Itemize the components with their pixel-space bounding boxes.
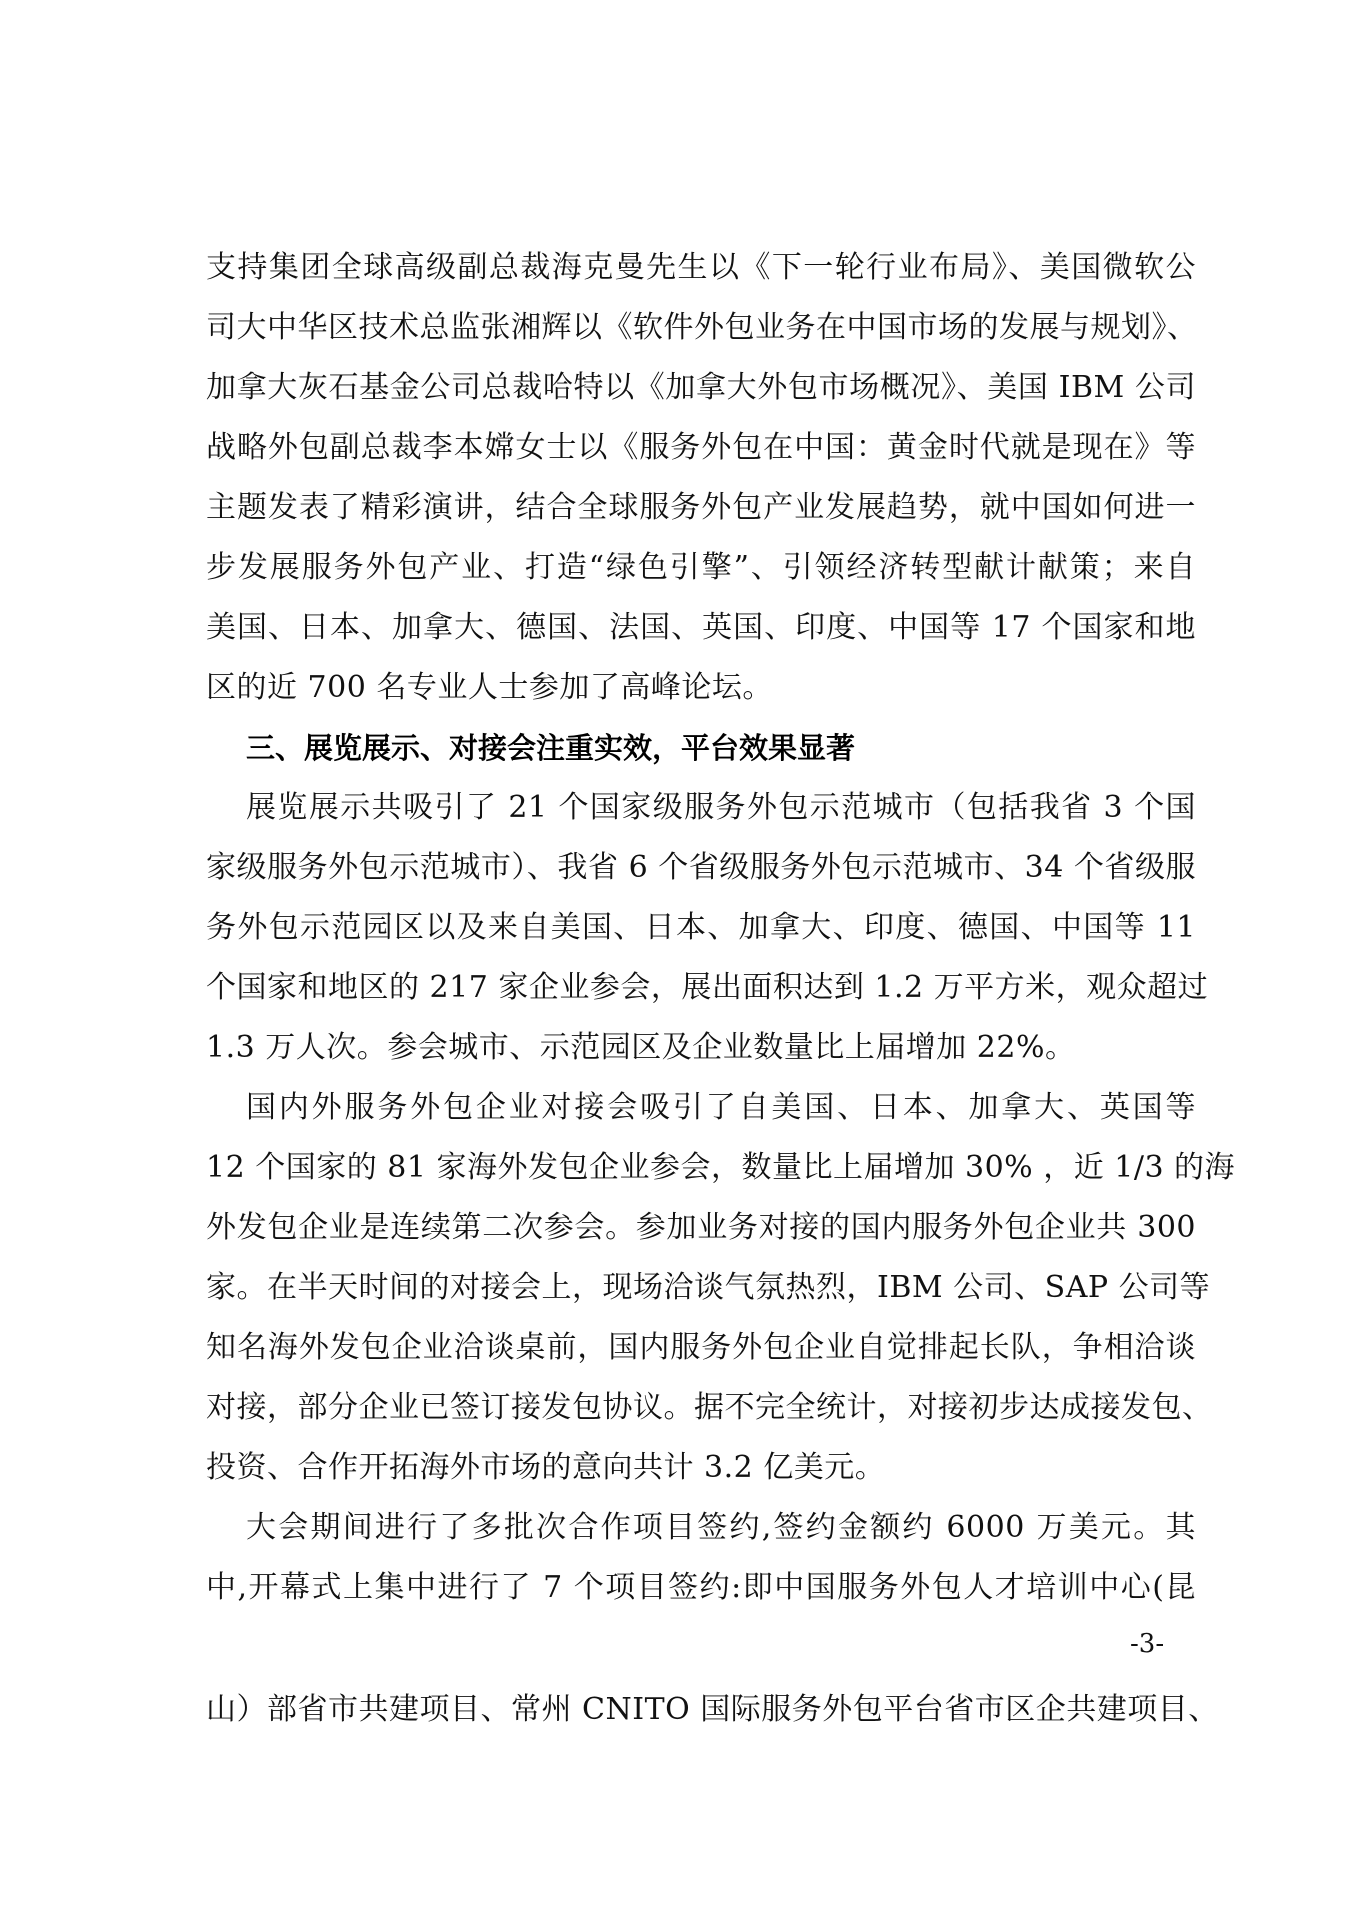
paragraph-line: 家级服务外包示范城市）、我省 6 个省级服务外包示范城市、34 个省级服: [206, 850, 1196, 885]
paragraph-line: 1.3 万人次。参会城市、示范园区及企业数量比上届增加 22%。: [206, 1030, 1076, 1065]
next-page-body: [206, 1680, 1219, 1740]
paragraph-line: 对接，部分企业已签订接发包协议。据不完全统计，对接初步达成接发包、: [206, 1390, 1213, 1425]
paragraph-line: 个国家和地区的 217 家企业参会，展出面积达到 1.2 万平方米，观众超过: [206, 970, 1209, 1005]
text-line: 步发展服务外包产业、打造“绿色引擎”、引领经济转型献计献策；来自: [206, 550, 1196, 585]
text-line: 山）部省市共建项目、常州 CNITO 国际服务外包平台省市区企共建项目、: [206, 1692, 1219, 1727]
text-line: 支持集团全球高级副总裁海克曼先生以《下一轮行业布局》、美国微软公: [206, 250, 1196, 285]
text-line: 司大中华区技术总监张湘辉以《软件外包业务在中国市场的发展与规划》、: [206, 310, 1198, 345]
text-line: 主题发表了精彩演讲，结合全球服务外包产业发展趋势，就中国如何进一: [206, 490, 1196, 525]
paragraph-line: 中,开幕式上集中进行了 7 个项目签约:即中国服务外包人才培训中心(昆: [206, 1570, 1196, 1605]
paragraph-line: 国内外服务外包企业对接会吸引了自美国、日本、加拿大、英国等: [246, 1090, 1196, 1125]
paragraph-line: 大会期间进行了多批次合作项目签约,签约金额约 6000 万美元。其: [246, 1510, 1196, 1545]
paragraph-line: 12 个国家的 81 家海外发包企业参会，数量比上届增加 30% ，近 1/3 的海: [206, 1150, 1236, 1185]
text-line: 美国、日本、加拿大、德国、法国、英国、印度、中国等 17 个国家和地: [206, 610, 1196, 645]
section-heading: 三、展览展示、对接会注重实效，平台效果显著: [246, 731, 856, 765]
paragraph-line: 知名海外发包企业洽谈桌前，国内服务外包企业自觉排起长队，争相洽谈: [206, 1330, 1196, 1365]
paragraph-line: 投资、合作开拓海外市场的意向共计 3.2 亿美元。: [206, 1450, 886, 1485]
paragraph-line: 外发包企业是连续第二次参会。参加业务对接的国内服务外包企业共 300: [206, 1210, 1196, 1245]
paragraph-line: 展览展示共吸引了 21 个国家级服务外包示范城市（包括我省 3 个国: [246, 790, 1196, 825]
paragraph-line: 务外包示范园区以及来自美国、日本、加拿大、印度、德国、中国等 11: [206, 910, 1196, 945]
text-line: 区的近 700 名专业人士参加了高峰论坛。: [206, 670, 773, 705]
paragraph-line: 家。在半天时间的对接会上，现场洽谈气氛热烈，IBM 公司、SAP 公司等: [206, 1270, 1211, 1305]
page-body: [206, 238, 1236, 1618]
text-line: 加拿大灰石基金公司总裁哈特以《加拿大外包市场概况》、美国 IBM 公司: [206, 370, 1196, 405]
page-number: -3-: [1130, 1629, 1165, 1659]
text-line: 战略外包副总裁李本嫦女士以《服务外包在中国：黄金时代就是现在》等: [206, 430, 1196, 465]
